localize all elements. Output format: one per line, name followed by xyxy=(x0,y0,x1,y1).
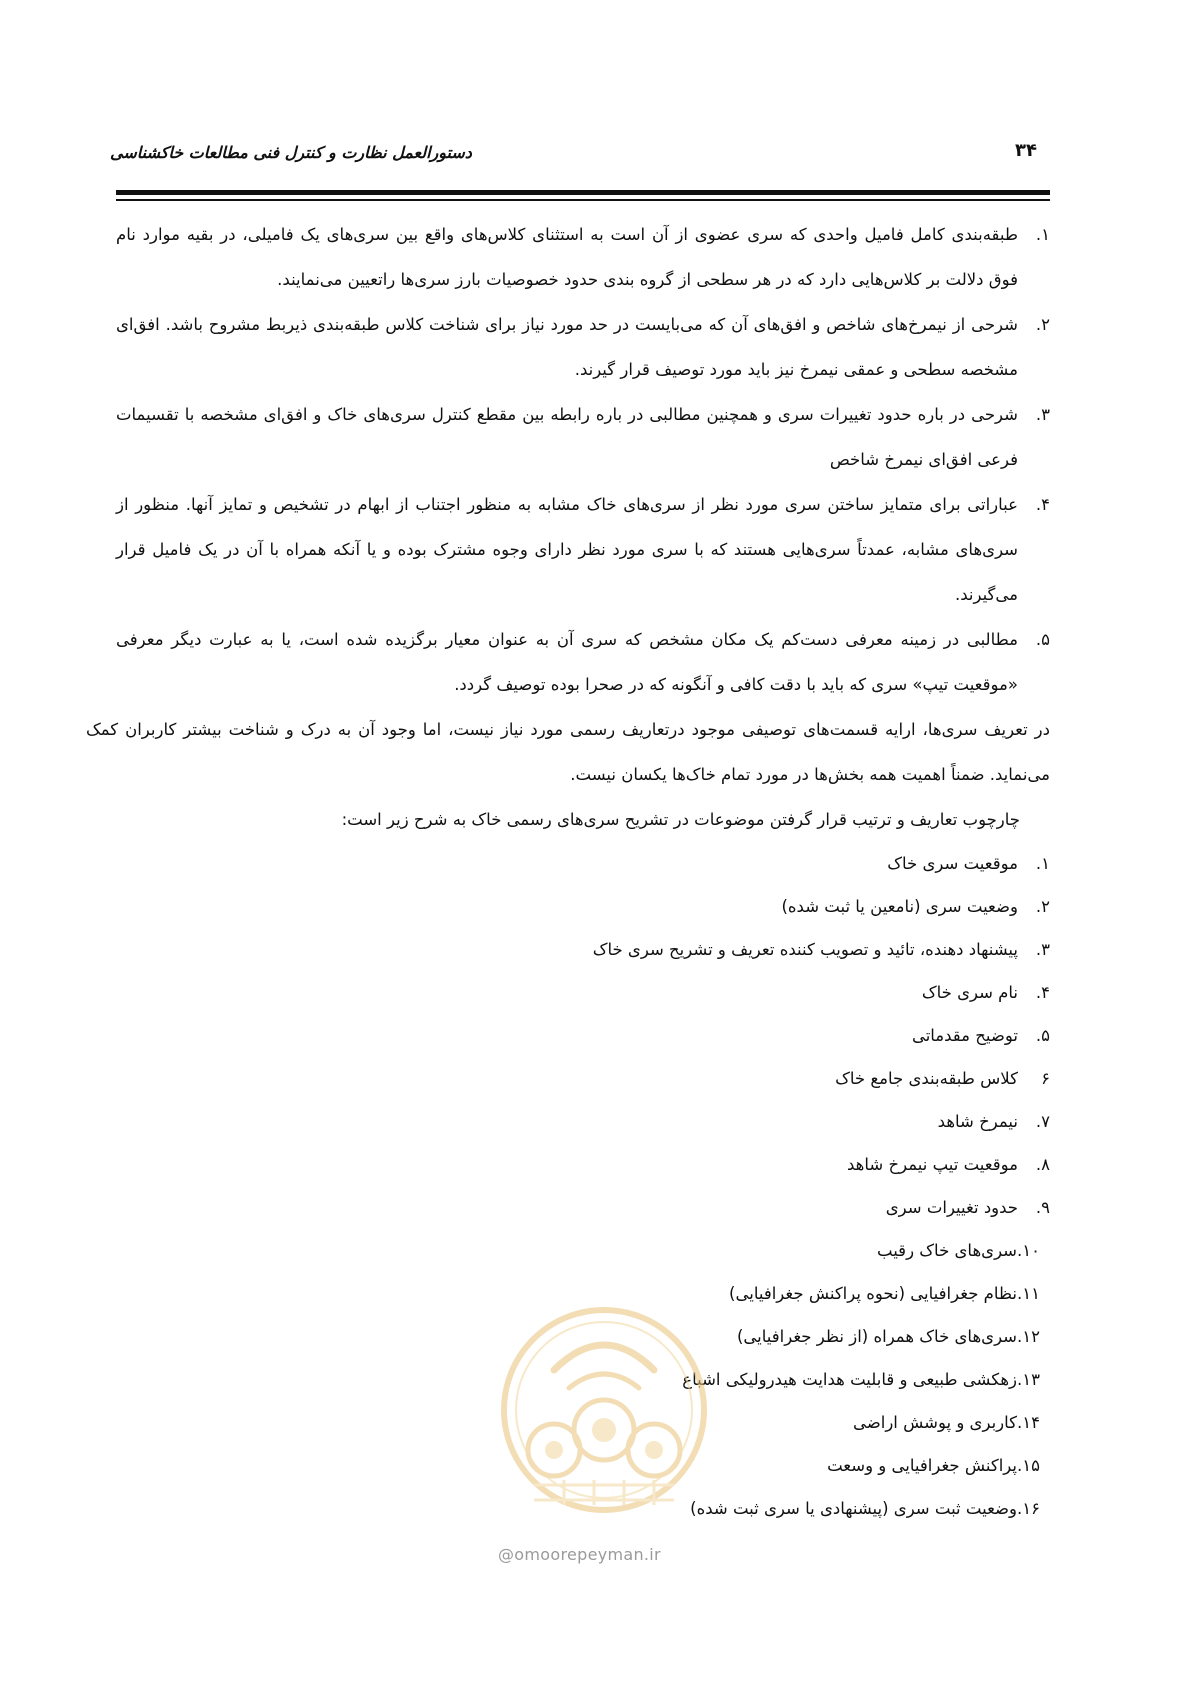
list-item-text: کلاس طبقه‌بندی جامع خاک xyxy=(835,1069,1018,1088)
header-rule-thick xyxy=(116,190,1050,195)
list-item-text: پیشنهاد دهنده، تائید و تصویب کننده تعریف و تشریح سری خاک xyxy=(592,940,1018,959)
list-item-text: موقعیت تیپ نیمرخ شاهد xyxy=(847,1155,1018,1174)
list-item xyxy=(116,928,1050,971)
list-item-text: وضعیت ثبت سری (پیشنهادی یا سری ثبت شده) xyxy=(690,1499,1018,1518)
page-number: ۳۴ xyxy=(1015,140,1037,161)
list-item-text: وضعیت سری (نامعین یا ثبت شده) xyxy=(781,897,1018,916)
list-item xyxy=(116,1100,1050,1143)
list-item-number: ۲. xyxy=(1035,897,1050,916)
list-item xyxy=(116,842,1050,885)
list-item-number: ۱۵. xyxy=(1017,1456,1040,1475)
list-item-number: ۶ xyxy=(1041,1069,1050,1088)
item-number: ۳. xyxy=(1035,405,1050,424)
numbered-item xyxy=(116,212,1050,302)
list-item-text: سری‌های خاک رقیب xyxy=(877,1241,1018,1260)
list-item-text: سری‌های خاک همراه (از نظر جغرافیایی) xyxy=(736,1327,1018,1346)
list-item xyxy=(116,1143,1050,1186)
item-number: ۲. xyxy=(1035,315,1050,334)
item-text: شرحی در باره حدود تغییرات سری و همچنین مطالبی در باره رابطه بین مقطع کنترل سری‌های خاک و افق‌ای مشخصه با تقسیمات فرعی افق‌ای نیمرخ شاخص xyxy=(116,405,1018,469)
running-header-title: دستورالعمل نظارت و کنترل فنی مطالعات خاکشناسی xyxy=(110,143,472,162)
item-text: مطالبی در زمینه معرفی دست‌کم یک مکان مشخص که سری آن به عنوان معیار برگزیده شده است، یا به عبارت دیگر معرفی «موقعیت تیپ» سری که باید با دقت کافی و آنگونه که در صحرا بوده توصیف گردد. xyxy=(116,630,1018,694)
numbered-item xyxy=(116,392,1050,482)
list-item xyxy=(116,1229,1050,1272)
numbered-item xyxy=(116,617,1050,707)
list-item-number: ۱۱. xyxy=(1017,1284,1040,1303)
item-number: ۱. xyxy=(1035,225,1050,244)
list-item-text: نظام جغرافیایی (نحوه پراکنش جغرافیایی) xyxy=(729,1284,1018,1303)
list-item-number: ۵. xyxy=(1035,1026,1050,1045)
list-item-text: پراکنش جغرافیایی و وسعت xyxy=(827,1456,1018,1475)
list-item-number: ۱۰. xyxy=(1017,1241,1040,1260)
list-item xyxy=(116,971,1050,1014)
list-item-text: حدود تغییرات سری xyxy=(885,1198,1018,1217)
list-item xyxy=(116,885,1050,928)
list-item-number: ۷. xyxy=(1035,1112,1050,1131)
list-item xyxy=(116,1014,1050,1057)
body-paragraph-intro: چارچوب تعاریف و ترتیب قرار گرفتن موضوعات در تشریح سری‌های رسمی خاک به شرح زیر است: xyxy=(341,810,1020,829)
list-item xyxy=(116,1057,1050,1100)
item-number: ۵. xyxy=(1035,630,1050,649)
item-number: ۴. xyxy=(1035,495,1050,514)
list-item-text: توضیح مقدماتی xyxy=(911,1026,1018,1045)
list-item-number: ۱۳. xyxy=(1017,1370,1040,1389)
list-item-number: ۱۲. xyxy=(1017,1327,1040,1346)
watermark-url: @omoorepeyman.ir xyxy=(498,1545,661,1564)
body-paragraph: در تعریف سری‌ها، ارایه قسمت‌های توصیفی موجود درتعاریف رسمی مورد نیاز نیست، اما وجود آن به درک و شناخت بیشتر کاربران کمک می‌نماید. ضمناً اهمیت همه بخش‌ها در مورد تمام خاک‌ها یکسان نیست. xyxy=(86,720,1050,784)
list-item-text: نام سری خاک xyxy=(921,983,1018,1002)
item-text: شرحی از نیمرخ‌های شاخص و افق‌های آن که می‌بایست در حد مورد نیاز برای شناخت کلاس طبقه‌بندی ذیربط مشروح باشد. افق‌ای مشخصه سطحی و عمقی نیمرخ نیز باید مورد توصیف قرار گیرند. xyxy=(116,315,1018,379)
list-item-number: ۴. xyxy=(1035,983,1050,1002)
list-item-number: ۱. xyxy=(1035,854,1050,873)
list-item-text: موقعیت سری خاک xyxy=(887,854,1018,873)
list-item-text: نیمرخ شاهد xyxy=(937,1112,1018,1131)
header-rule-thin xyxy=(116,199,1050,201)
list-item-number: ۹. xyxy=(1035,1198,1050,1217)
numbered-item xyxy=(116,302,1050,392)
list-item-text: کاربری و پوشش اراضی xyxy=(852,1413,1018,1432)
item-text: عباراتی برای متمایز ساختن سری مورد نظر از سری‌های خاک مشابه به منظور اجتناب از ابهام در تشخیص و تمایز آنها. منظور از سری‌های مشابه، عمدتاً سری‌هایی هستند که با سری مورد نظر دارای وجوه مشترک بوده و یا آنکه همراه با آن در یک فامیل قرار می‌گیرند. xyxy=(116,495,1018,604)
list-item-number: ۳. xyxy=(1035,940,1050,959)
item-text: طبقه‌بندی کامل فامیل واحدی که سری عضوی از آن است به استثنای کلاس‌های واقع بین سری‌های یک فامیلی، در بقیه موارد نام فوق دلالت بر کلاس‌هایی دارد که در هر سطحی از گروه بندی حدود خصوصیات بارز سری‌ها راتعیین می‌نمایند. xyxy=(116,225,1018,289)
list-item-number: ۱۶. xyxy=(1017,1499,1040,1518)
watermark-logo xyxy=(494,1300,714,1540)
list-item-number: ۸. xyxy=(1035,1155,1050,1174)
list-item-text: زهکشی طبیعی و قابلیت هدایت هیدرولیکی اشباع xyxy=(682,1370,1018,1389)
list-item xyxy=(116,1186,1050,1229)
list-item-number: ۱۴. xyxy=(1017,1413,1040,1432)
numbered-item xyxy=(116,482,1050,617)
